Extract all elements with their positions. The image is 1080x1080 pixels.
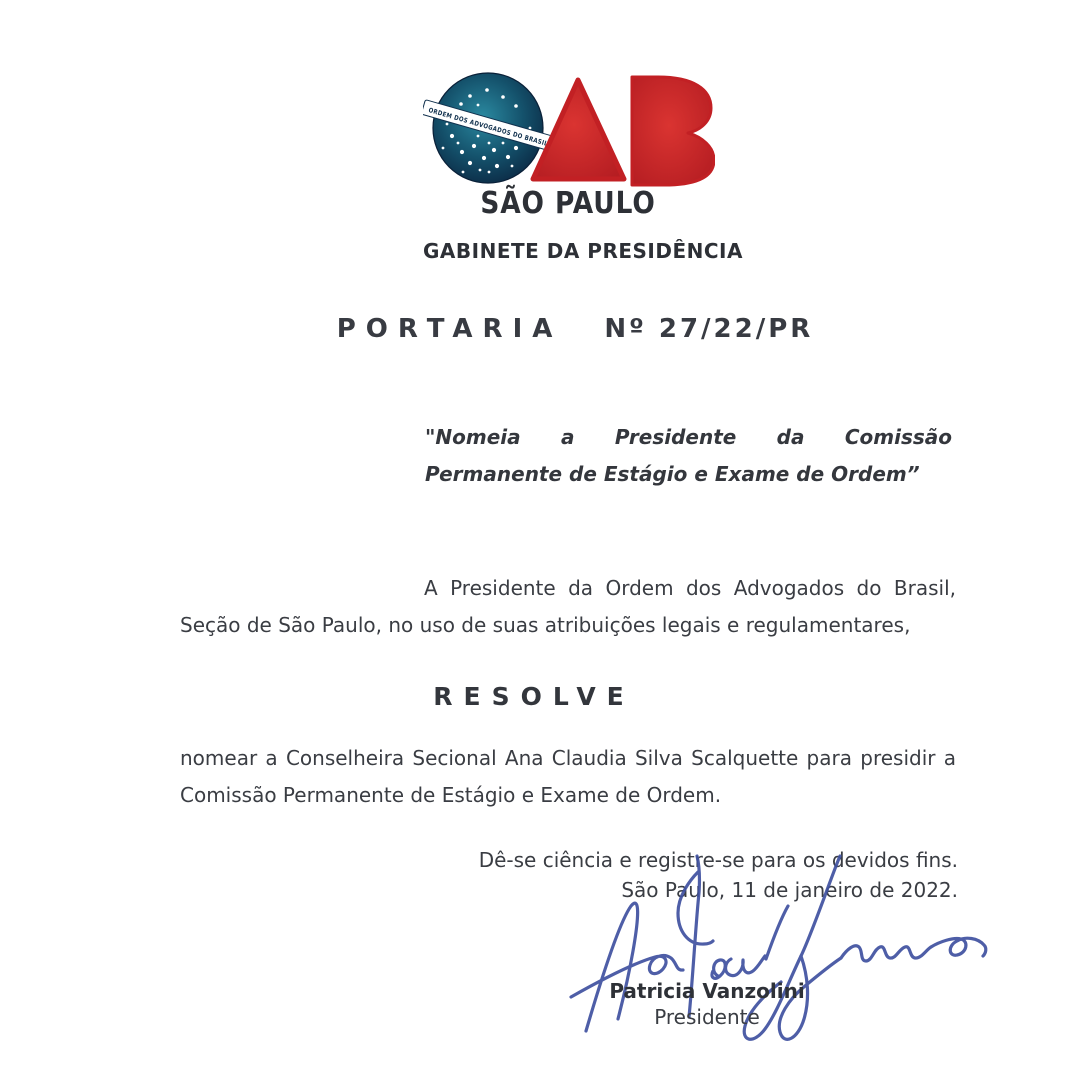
document-title bbox=[70, 314, 1080, 344]
preamble-line-2: Seção de São Paulo, no uso de suas atribuições legais e regulamentares, bbox=[180, 613, 911, 637]
signer-name: Patricia Vanzolini bbox=[609, 979, 805, 1003]
banner-text: ORDEM DOS ADVOGADOS DO BRASIL bbox=[427, 106, 572, 155]
oab-a-shape bbox=[533, 80, 624, 179]
oab-logo bbox=[423, 68, 715, 190]
closing-line-1: Dê-se ciência e registre-se para os devidos fins. bbox=[478, 848, 958, 872]
preamble bbox=[180, 570, 956, 644]
preamble-line-1: A Presidente da Ordem dos Advogados do Brasil, bbox=[424, 576, 956, 600]
resolve-heading: RESOLVE bbox=[433, 682, 635, 711]
resolution bbox=[180, 740, 956, 814]
epigraph-line-1: "Nomeia a Presidente da Comissão bbox=[425, 425, 952, 449]
title-word: PORTARIA bbox=[336, 314, 563, 344]
epigraph-line-2: Permanente de Estágio e Exame de Ordem” bbox=[425, 462, 920, 486]
resolution-line-2: Comissão Permanente de Estágio e Exame de Ordem. bbox=[180, 783, 722, 807]
closing-line-2: São Paulo, 11 de janeiro de 2022. bbox=[621, 878, 958, 902]
signer-role: Presidente bbox=[654, 1005, 760, 1029]
closing-block bbox=[400, 845, 958, 905]
resolution-line-1: nomear a Conselheira Secional Ana Claudia Silva Scalquette para presidir a bbox=[180, 746, 956, 770]
epigraph bbox=[425, 419, 952, 493]
region-title: SÃO PAULO bbox=[480, 186, 656, 221]
signer-block bbox=[557, 978, 857, 1030]
office-title: GABINETE DA PRESIDÊNCIA bbox=[423, 239, 743, 263]
title-number: Nº 27/22/PR bbox=[604, 314, 814, 344]
oab-b-shape bbox=[632, 77, 714, 185]
